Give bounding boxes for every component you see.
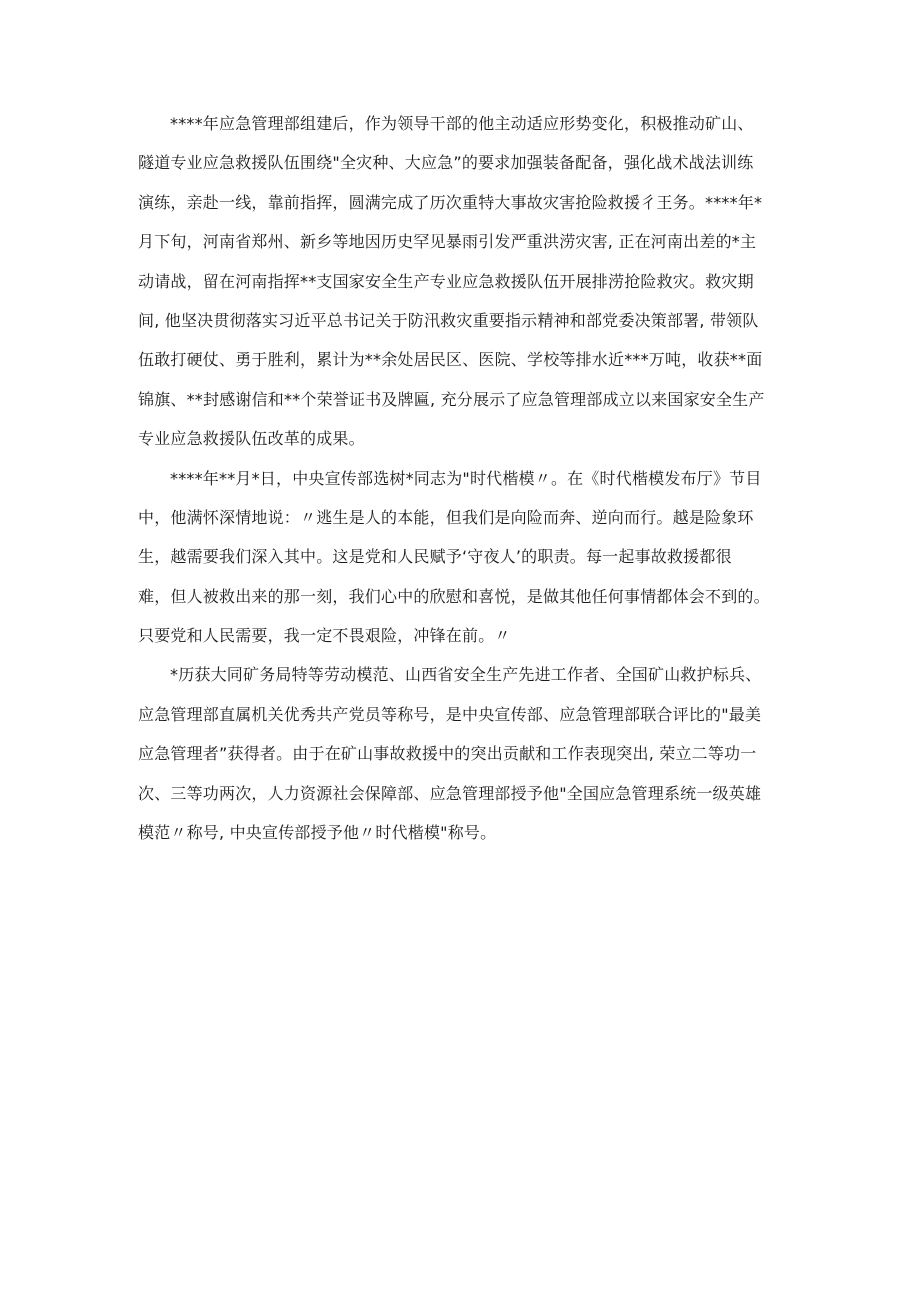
text-line: 专业应急救援队伍改革的成果。 — [138, 429, 365, 449]
text-line: 只要党和人民需要，我一定不畏艰险，冲锋在前。〃 — [138, 626, 511, 646]
text-line: 隧道专业应急救援队伍围绕"全灾种、大应急”的要求加强装备配备，强化战术战法训练 — [138, 153, 754, 173]
text-line: 次、三等功两次，人力资源社会保障部、应急管理部授予他"全国应急管理系统一级英雄 — [138, 783, 762, 803]
text-line: 模范〃称号, 中央宣传部授予他〃时代楷模"称号。 — [138, 823, 497, 843]
text-line: 伍敢打硬仗、勇于胜利，累计为**余处居民区、医院、学校等排水近***万吨，收获**面 — [138, 350, 763, 370]
text-line: 动请战，留在河南指挥**支国家安全生产专业应急救援队伍开展排涝抢险救灾。救灾期 — [138, 271, 754, 291]
text-line: 月下旬，河南省郑州、新乡等地因历史罕见暴雨引发严重洪涝灾害, 正在河南出差的*主 — [138, 232, 757, 252]
text-line: 应急管理者”获得者。由于在矿山事故救援中的突出贡献和工作表现突出, 荣立二等功一 — [138, 744, 757, 764]
text-line: 生，越需要我们深入其中。这是党和人民赋予‘守夜人’的职责。每一起事故救援都很 — [138, 547, 732, 567]
text-line: 间, 他坚决贯彻落实习近平总书记关于防汛救灾重要指示精神和部党委决策部署, 带领队 — [138, 310, 759, 330]
paragraph-2 — [138, 459, 798, 656]
text-line: ****年应急管理部组建后，作为领导干部的他主动适应形势变化，积极推动矿山、 — [170, 114, 754, 133]
paragraph-3 — [138, 655, 798, 852]
text-line: 中，他满怀深情地说：〃逃生是人的本能，但我们是向险而奔、逆向而行。越是险象环 — [138, 507, 754, 527]
document-body — [138, 104, 798, 852]
text-line: *历获大同矿务局特等劳动模范、山西省安全生产先进工作者、全国矿山救护标兵、 — [170, 665, 762, 685]
text-line: 应急管理部直属机关优秀共产党员等称号，是中央宣传部、应急管理部联合评比的"最美 — [138, 704, 762, 724]
text-line: 锦旗、**封感谢信和**个荣誉证书及牌匾, 充分展示了应急管理部成立以来国家安全生产 — [138, 389, 765, 409]
paragraph-1 — [138, 104, 798, 459]
text-line: ****年**月*日，中央宣传部选树*同志为"时代楷模〃。在《时代楷模发布厅》节目 — [170, 468, 762, 488]
text-line: 难，但人被救出来的那一刻，我们心中的欣慰和喜悦，是做其他任何事情都体会不到的。 — [138, 586, 770, 606]
text-line: 演练，亲赴一线，靠前指挥，圆满完成了历次重特大事故灾害抢险救援彳王务。****年* — [138, 192, 763, 212]
